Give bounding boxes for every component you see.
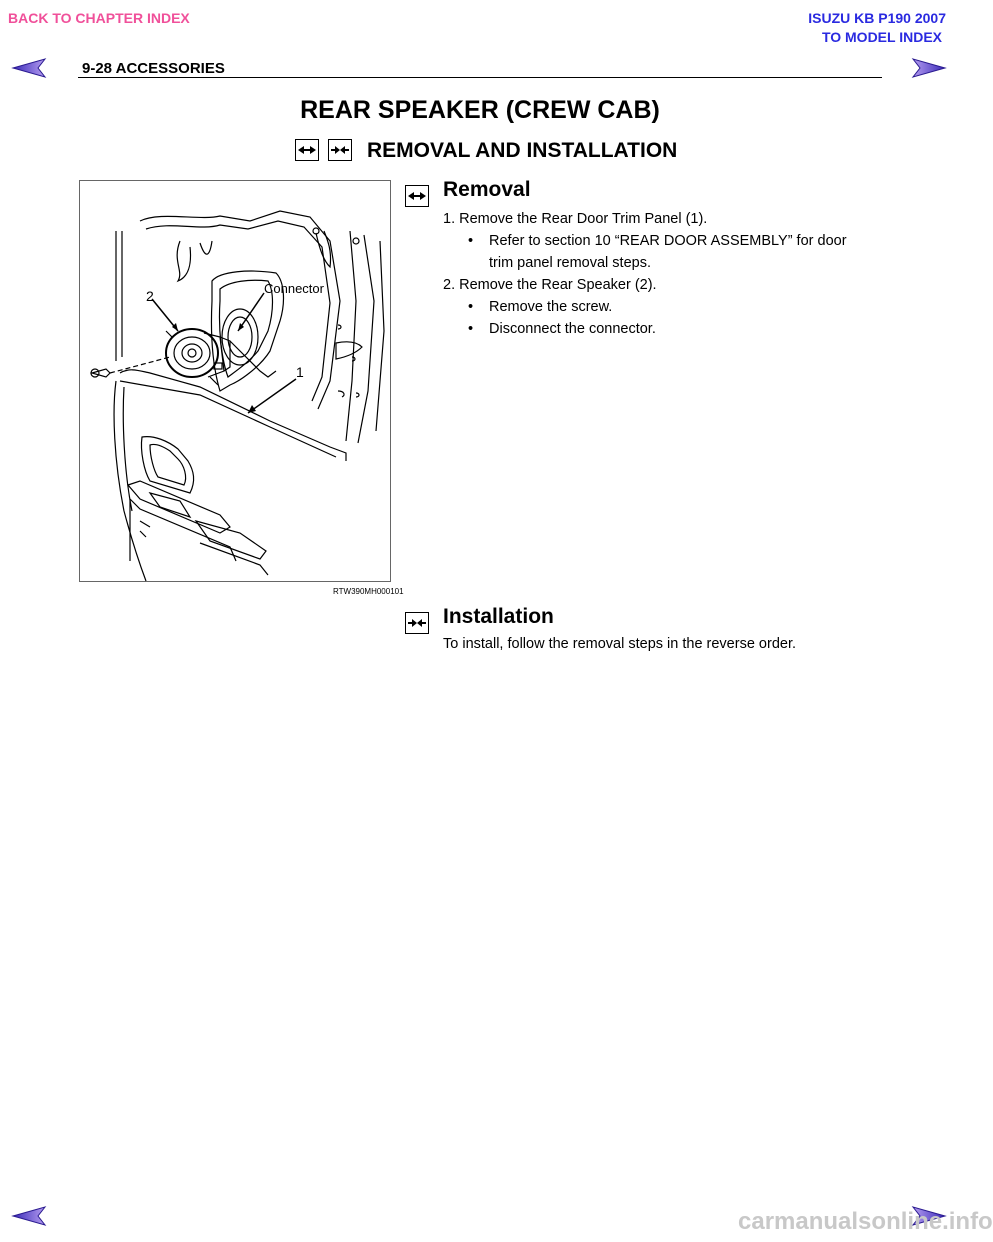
removal-section-icon	[405, 185, 429, 207]
to-model-index-link[interactable]: TO MODEL INDEX	[821, 29, 942, 45]
bullet-icon: •	[468, 233, 474, 249]
speaker-illustration	[79, 180, 391, 582]
back-to-chapter-index-link[interactable]: BACK TO CHAPTER INDEX	[8, 10, 190, 26]
bullet-icon: •	[468, 299, 474, 315]
next-page-icon[interactable]	[912, 58, 946, 78]
connector-label: Connector	[264, 281, 324, 296]
removal-step-1: 1. Remove the Rear Door Trim Panel (1).	[443, 211, 708, 227]
installation-heading: Installation	[443, 605, 554, 628]
removal-step-2-bullet-1: Remove the screw.	[489, 299, 613, 315]
removal-step-1-bullet-line-1: Refer to section 10 “REAR DOOR ASSEMBLY” for door	[489, 233, 847, 249]
header-rule	[78, 77, 882, 78]
label-2: 2	[146, 288, 154, 304]
door-speaker-drawing	[80, 181, 390, 581]
removal-heading: Removal	[443, 178, 531, 201]
removal-step-1-bullet-line-2: trim panel removal steps.	[489, 255, 651, 271]
installation-arrows-icon	[328, 139, 352, 161]
removal-step-2-bullet-2: Disconnect the connector.	[489, 321, 656, 337]
removal-arrows-icon	[295, 139, 319, 161]
label-1: 1	[296, 364, 304, 380]
section-header: 9-28 ACCESSORIES	[82, 60, 225, 77]
model-title-link[interactable]: ISUZU KB P190 2007	[808, 10, 946, 26]
figure-code: RTW390MH000101	[333, 587, 404, 596]
installation-text: To install, follow the removal steps in the reverse order.	[443, 636, 796, 652]
page-subtitle: REMOVAL AND INSTALLATION	[367, 139, 678, 162]
removal-step-2: 2. Remove the Rear Speaker (2).	[443, 277, 657, 293]
bullet-icon: •	[468, 321, 474, 337]
prev-page-icon[interactable]	[12, 1206, 46, 1226]
installation-section-icon	[405, 612, 429, 634]
watermark: carmanualsonline.info	[738, 1208, 993, 1235]
prev-page-icon[interactable]	[12, 58, 46, 78]
page-title: REAR SPEAKER (CREW CAB)	[300, 96, 660, 124]
